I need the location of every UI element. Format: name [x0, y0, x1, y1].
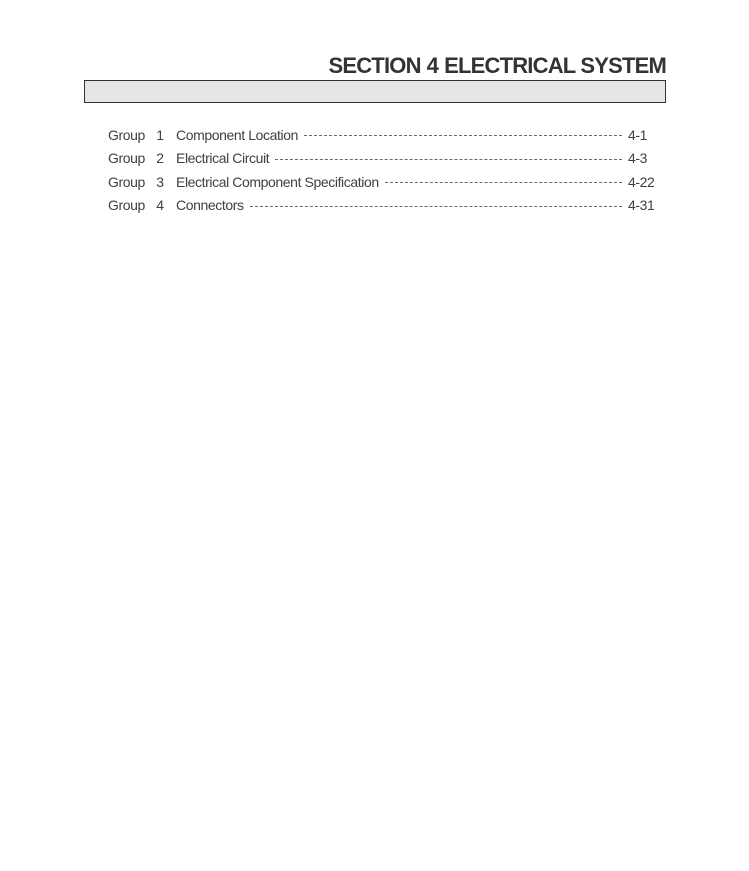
toc-dot-leader	[275, 159, 622, 160]
toc-entry[interactable]	[108, 123, 658, 147]
section-label: SECTION	[328, 53, 421, 78]
toc-dot-leader	[250, 206, 622, 207]
toc-page-number: 4-1	[628, 126, 648, 143]
toc-group-label: Group	[108, 126, 145, 143]
toc-entry[interactable]	[108, 147, 658, 171]
section-header-bar	[84, 80, 666, 103]
toc-group-number: 3	[156, 173, 164, 190]
toc-page-number: 4-31	[628, 197, 655, 214]
toc-group-label: Group	[108, 150, 145, 167]
toc-dot-leader	[304, 135, 622, 136]
section-heading	[328, 52, 666, 80]
section-title: ELECTRICAL SYSTEM	[444, 53, 666, 78]
toc-group-number: 4	[156, 197, 164, 214]
toc-page-number: 4-3	[628, 150, 648, 167]
toc-group-label: Group	[108, 173, 145, 190]
section-number: 4	[426, 53, 439, 78]
toc-entry[interactable]	[108, 194, 658, 218]
toc-page-number: 4-22	[628, 173, 655, 190]
table-of-contents	[108, 123, 658, 217]
toc-entry-title: Component Location	[176, 126, 298, 143]
toc-group-number: 1	[156, 126, 164, 143]
toc-entry-title: Electrical Component Specification	[176, 173, 379, 190]
toc-group-number: 2	[156, 150, 164, 167]
toc-dot-leader	[385, 182, 622, 183]
toc-entry[interactable]	[108, 170, 658, 194]
toc-entry-title: Electrical Circuit	[176, 150, 270, 167]
toc-entry-title: Connectors	[176, 197, 244, 214]
toc-group-label: Group	[108, 197, 145, 214]
